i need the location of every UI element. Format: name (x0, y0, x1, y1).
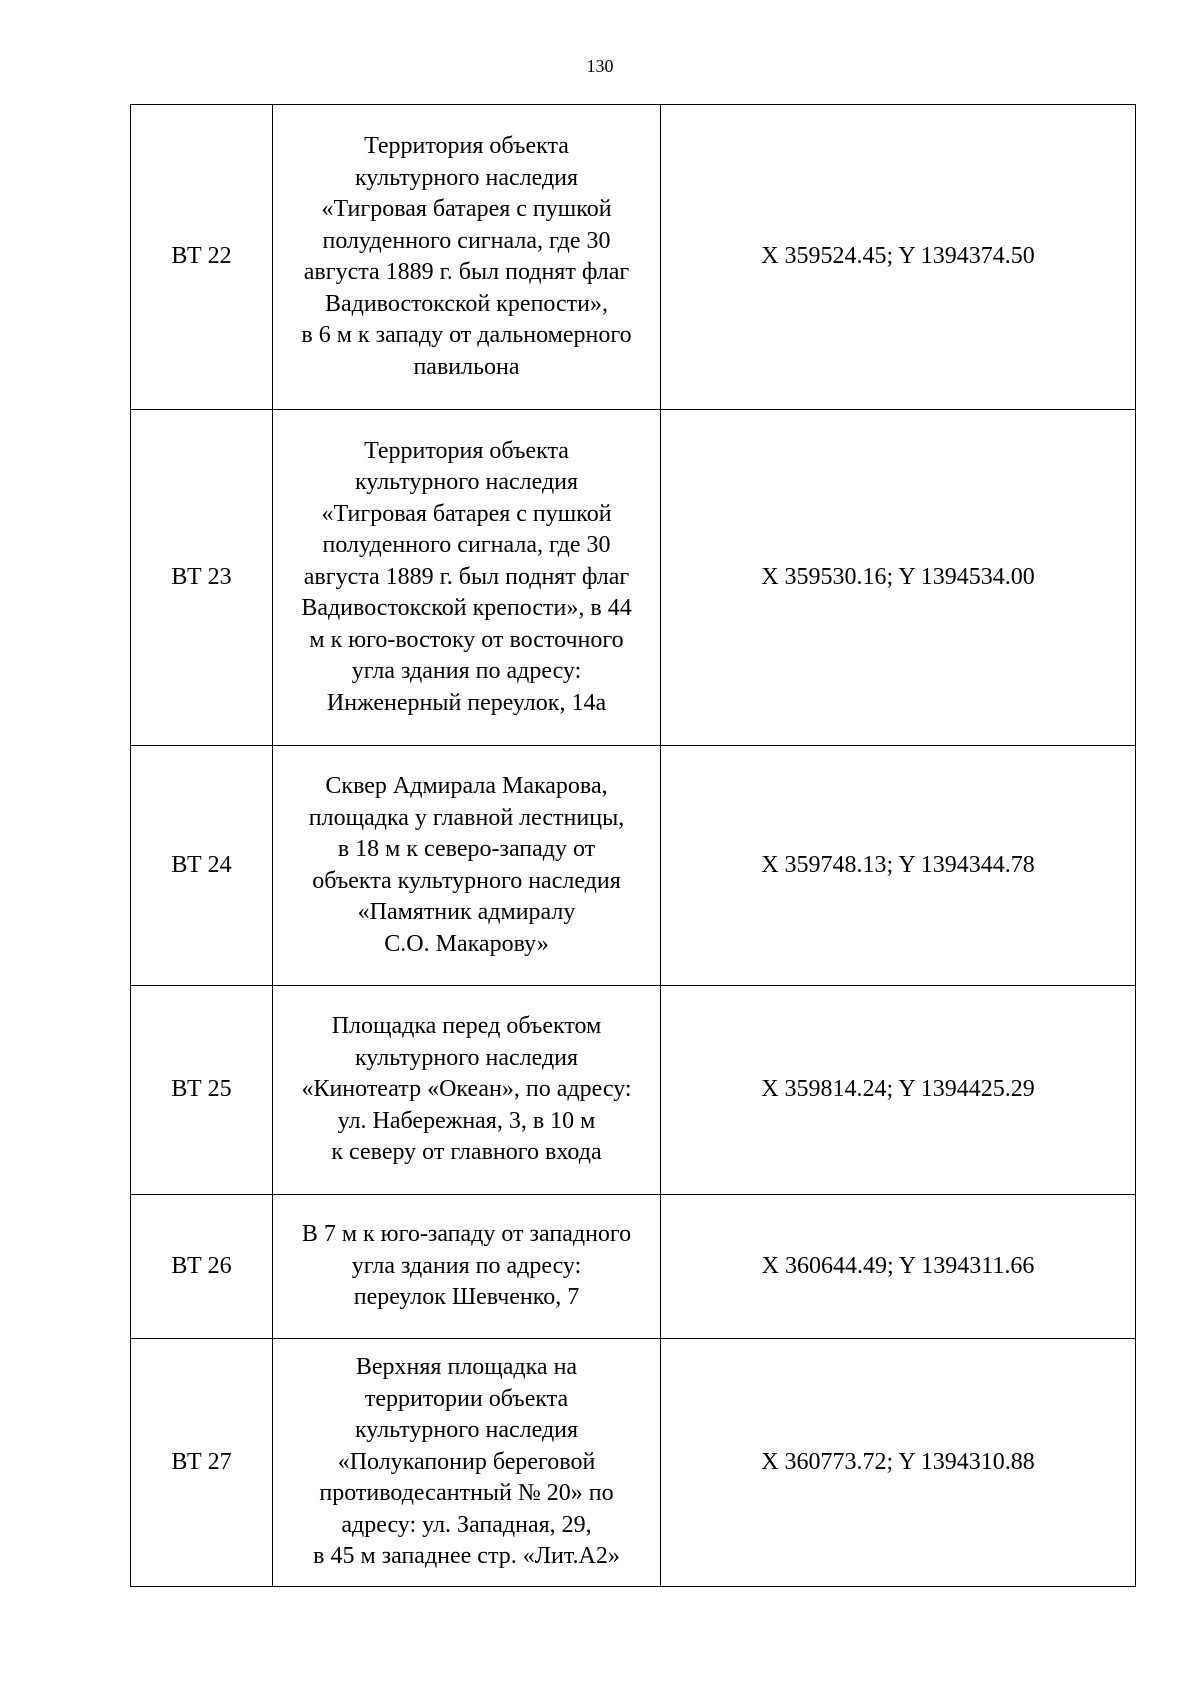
point-id-cell: ВТ 23 (131, 410, 273, 746)
description-line: Территория объекта (364, 437, 569, 464)
coordinates-cell: X 360644.49; Y 1394311.66 (661, 1195, 1136, 1339)
description-line: противодесантный № 20» по (319, 1480, 614, 1507)
description-line: Вадивостокской крепости», (324, 290, 609, 317)
description-cell (273, 1195, 661, 1339)
coordinates-cell: X 359524.45; Y 1394374.50 (661, 105, 1136, 410)
table-row (131, 105, 1136, 410)
point-id-cell: ВТ 26 (131, 1195, 273, 1339)
description-line: объекта культурного наследия (312, 867, 621, 894)
point-id-cell: ВТ 22 (131, 105, 273, 410)
description-line: полуденного сигнала, где 30 (322, 227, 611, 254)
table-row (131, 410, 1136, 746)
description-line: культурного наследия (354, 164, 579, 191)
description-line: «Кинотеатр «Океан», по адресу: (301, 1076, 632, 1103)
coordinates-table (130, 104, 1136, 1587)
description-line: площадка у главной лестницы, (308, 804, 625, 831)
description-line: августа 1889 г. был поднят флаг (303, 563, 630, 590)
description-line: угла здания по адресу: (351, 1252, 582, 1279)
description-line: в 18 м к северо-западу от (337, 836, 596, 862)
description-line: Верхняя площадка на (355, 1354, 578, 1381)
description-line: Вадивостокской крепости», в 44 (301, 595, 632, 622)
point-id-cell: ВТ 27 (131, 1339, 273, 1587)
description-line: Инженерный переулок, 14а (326, 689, 607, 716)
table-row (131, 746, 1136, 986)
description-line: культурного наследия (354, 1417, 579, 1444)
description-line: к северу от главного входа (331, 1139, 602, 1166)
description-line: В 7 м к юго-западу от западного (301, 1221, 632, 1248)
description-line: «Полукапонир береговой (337, 1448, 596, 1475)
table-row (131, 1195, 1136, 1339)
coordinates-cell: X 359748.13; Y 1394344.78 (661, 746, 1136, 986)
point-id-cell: ВТ 25 (131, 986, 273, 1195)
table-row (131, 986, 1136, 1195)
description-cell (273, 410, 661, 746)
description-cell (273, 1339, 661, 1587)
point-id-cell: ВТ 24 (131, 746, 273, 986)
description-line: Сквер Адмирала Макарова, (325, 773, 608, 799)
description-line: в 6 м к западу от дальномерного (301, 322, 632, 348)
description-cell (273, 986, 661, 1195)
description-line: адресу: ул. Западная, 29, (341, 1511, 592, 1538)
table-body (131, 105, 1136, 1587)
description-line: переулок Шевченко, 7 (353, 1284, 580, 1311)
description-line: «Памятник адмиралу (357, 899, 576, 925)
description-line: полуденного сигнала, где 30 (322, 532, 611, 559)
description-cell (273, 105, 661, 410)
description-line: августа 1889 г. был поднят флаг (303, 259, 630, 285)
coordinates-cell: X 360773.72; Y 1394310.88 (661, 1339, 1136, 1587)
coordinates-cell: X 359814.24; Y 1394425.29 (661, 986, 1136, 1195)
description-line: С.О. Макарову» (384, 930, 549, 957)
description-line: культурного наследия (354, 1044, 579, 1071)
page-number: 130 (586, 56, 614, 76)
description-line: угла здания по адресу: (351, 658, 582, 685)
description-line: территории объекта (364, 1385, 569, 1412)
coordinates-cell: X 359530.16; Y 1394534.00 (661, 410, 1136, 746)
description-line: павильона (413, 353, 520, 380)
description-line: Территория объекта (364, 133, 569, 159)
table-row (131, 1339, 1136, 1587)
description-line: культурного наследия (354, 469, 579, 496)
description-line: ул. Набережная, 3, в 10 м (337, 1107, 596, 1134)
description-line: «Тигровая батарея с пушкой (321, 196, 612, 222)
description-line: Площадка перед объектом (331, 1013, 602, 1040)
description-line: м к юго-востоку от восточного (309, 626, 624, 653)
description-line: «Тигровая батарея с пушкой (321, 500, 612, 527)
description-line: в 45 м западнее стр. «Лит.А2» (313, 1543, 620, 1570)
description-cell (273, 746, 661, 986)
